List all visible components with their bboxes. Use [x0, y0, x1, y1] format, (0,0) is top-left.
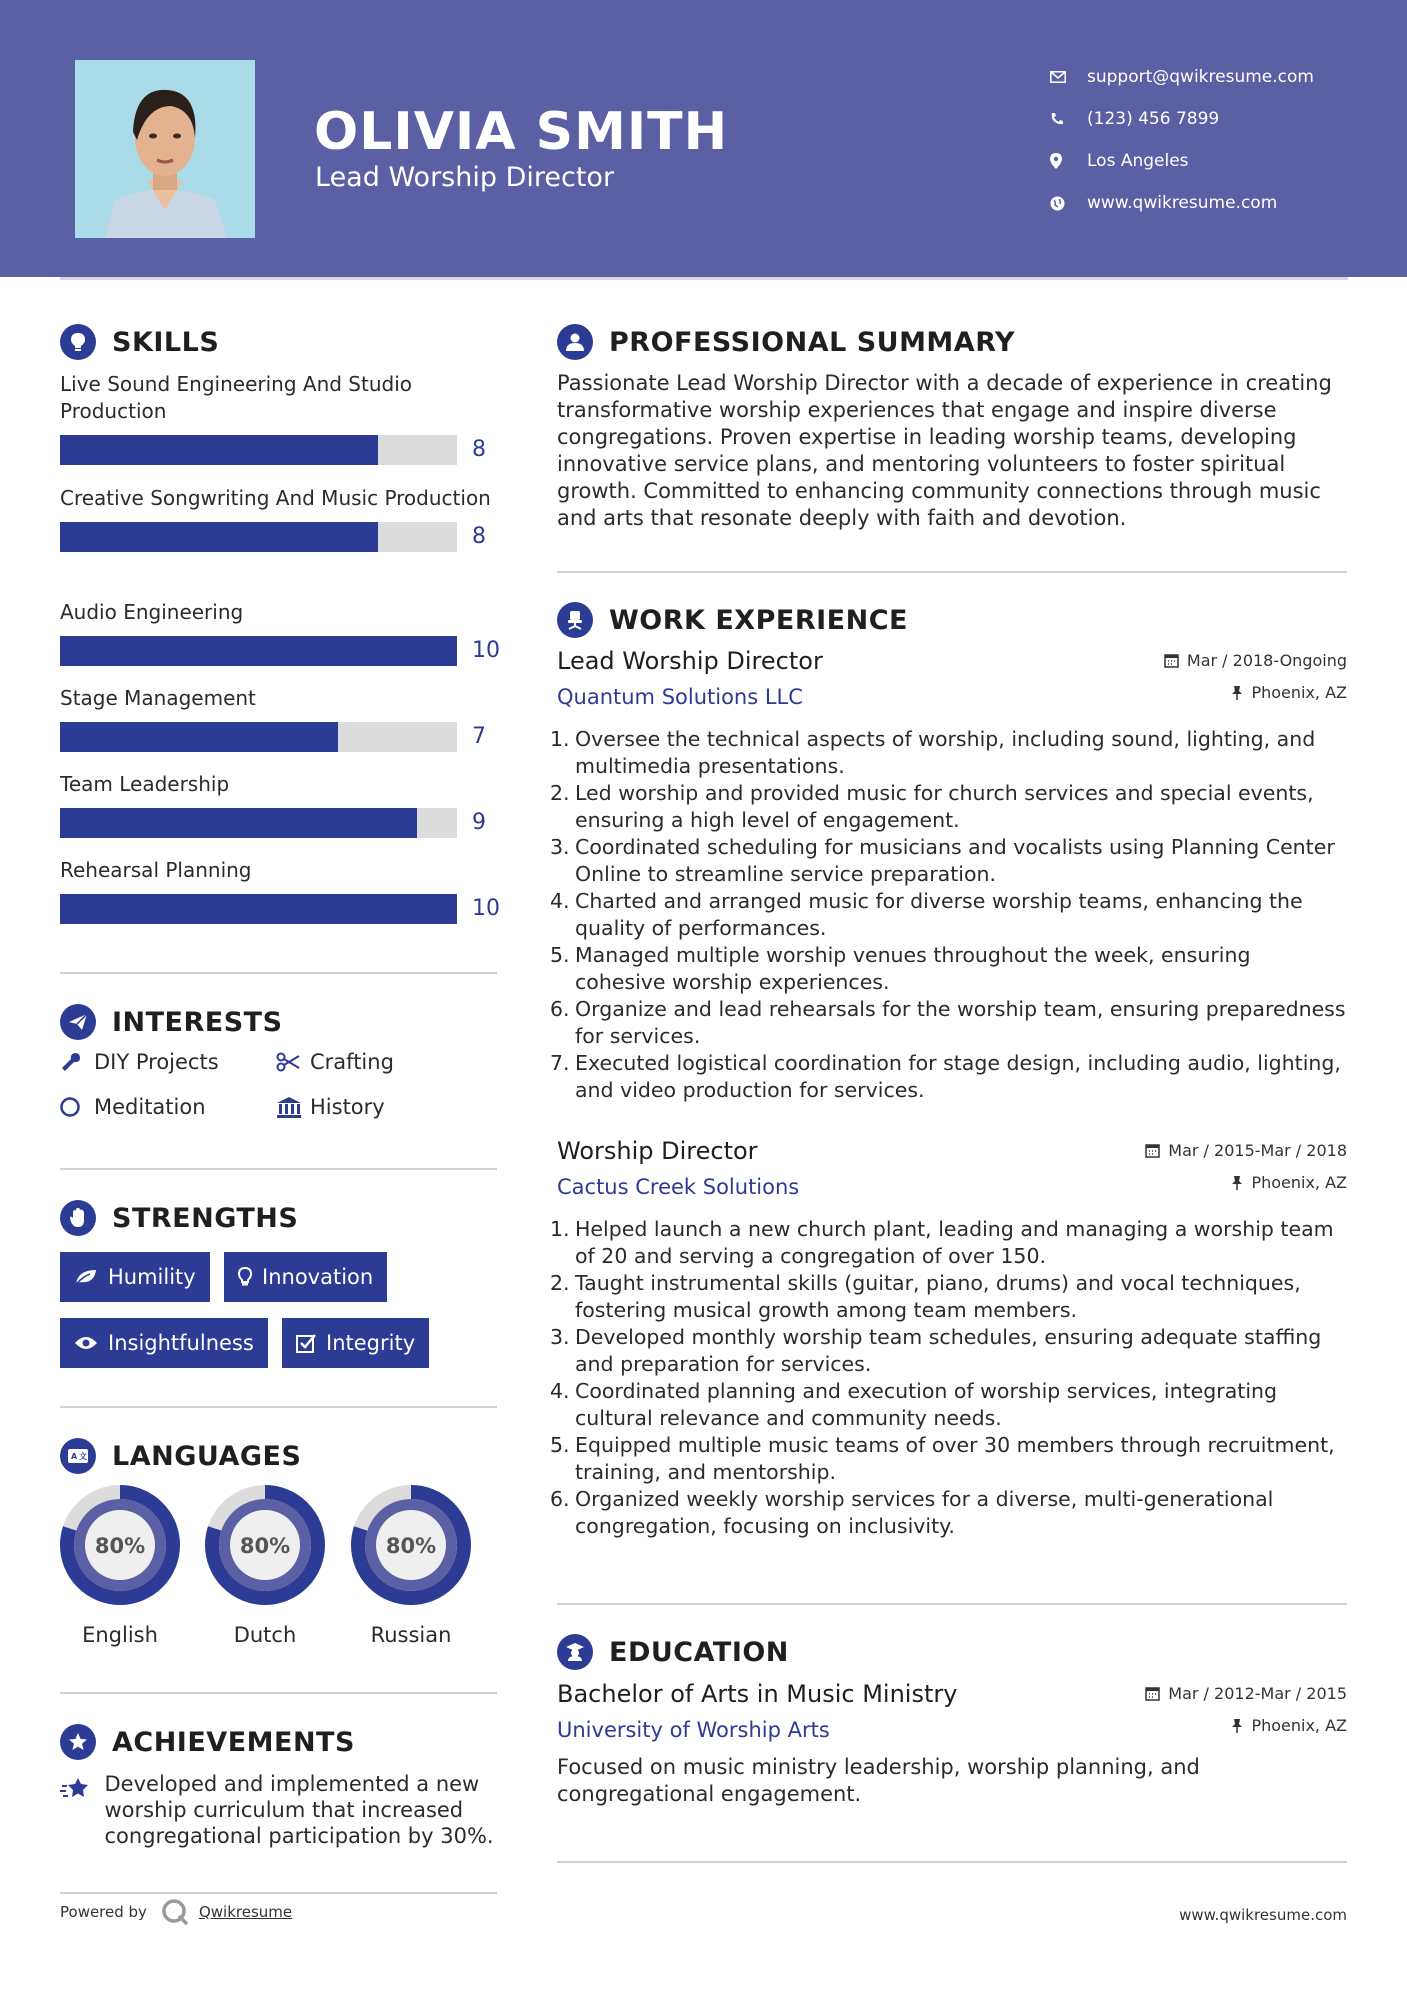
map-pin-icon: [1050, 153, 1087, 169]
strength-tag: Humility: [60, 1252, 210, 1302]
check-square-icon: [296, 1333, 316, 1353]
skill-value: 8: [472, 437, 486, 462]
eye-icon: [74, 1335, 98, 1351]
job-company: Cactus Creek Solutions: [557, 1175, 800, 1199]
skill-item: [60, 599, 500, 666]
footer-website[interactable]: www.qwikresume.com: [1179, 1906, 1347, 1924]
language-item: [58, 1483, 182, 1647]
paper-plane-icon: [60, 1004, 96, 1040]
skill-item: [60, 371, 500, 465]
star-badge-icon: [60, 1724, 96, 1760]
skill-bar: [60, 435, 500, 465]
skill-bar-fill: [60, 522, 378, 552]
list-item: Executed logistical coordination for stage design, including audio, lighting, and video production for services.: [575, 1051, 1341, 1102]
footer-powered-by: Powered by Qwikresume: [60, 1898, 292, 1926]
calendar-icon: [1145, 1686, 1160, 1701]
candidate-name: OLIVIA SMITH: [314, 102, 729, 162]
skill-name: Rehearsal Planning: [60, 858, 252, 882]
skill-bar: [60, 808, 500, 838]
language-item: [349, 1483, 473, 1647]
list-item: Charted and arranged music for diverse worship teams, enhancing the quality of performances.: [575, 889, 1303, 940]
language-percent: 80%: [385, 1534, 437, 1558]
contact-block: [1050, 56, 1314, 224]
summary-text: Passionate Lead Worship Director with a decade of experience in creating transformative worship experiences that engage and inspire diverse congregations. Proven expertise in leading worship teams, developing innovative service plans, and mentoring volunteers to foster spiritual growth. Committed to enhancing community connections through music and arts that resonate deeply with faith and devotion.: [557, 371, 1332, 530]
section-divider: [557, 1603, 1347, 1605]
language-ring: [58, 1483, 182, 1607]
list-item: Managed multiple worship venues throughout the week, ensuring cohesive worship experiences.: [575, 943, 1251, 994]
job-date: Mar / 2018-Ongoing: [1164, 651, 1347, 670]
language-percent: 80%: [239, 1534, 291, 1558]
section-divider: [60, 1892, 497, 1894]
education-heading: EDUCATION: [557, 1634, 789, 1670]
language-item: [203, 1483, 327, 1647]
skill-value: 10: [472, 896, 500, 921]
skill-item: [60, 771, 500, 838]
header-divider: [60, 277, 1348, 280]
achievements-heading: ACHIEVEMENTS: [60, 1724, 355, 1760]
section-divider: [60, 972, 497, 974]
job-title: Worship Director: [557, 1137, 758, 1165]
skill-name: Creative Songwriting And Music Production: [60, 486, 491, 510]
job-entry: [557, 647, 1347, 1104]
interest-item: History: [276, 1095, 385, 1119]
job-location: Phoenix, AZ: [1231, 1173, 1347, 1192]
hand-icon: [60, 1200, 96, 1236]
resume-header: [0, 0, 1407, 277]
list-item: Developed monthly worship team schedules, ensuring adequate staffing and preparation for services.: [575, 1325, 1322, 1376]
skill-bar-fill: [60, 808, 417, 838]
skill-bar: [60, 522, 500, 552]
wrench-icon: [60, 1051, 94, 1073]
pushpin-icon: [1231, 685, 1243, 700]
skill-value: 10: [472, 638, 500, 663]
museum-icon: [276, 1096, 310, 1118]
language-name: Dutch: [233, 1623, 297, 1647]
contact-website[interactable]: www.qwikresume.com: [1050, 182, 1314, 224]
job-entry: [557, 1137, 1347, 1540]
skill-name: Team Leadership: [60, 772, 230, 796]
profile-photo: [75, 60, 255, 238]
skill-bar-fill: [60, 722, 338, 752]
pushpin-icon: [1231, 1175, 1243, 1190]
job-location: Phoenix, AZ: [1231, 683, 1347, 702]
list-item: Oversee the technical aspects of worship, including sound, lighting, and multimedia presentations.: [575, 727, 1316, 778]
section-divider: [557, 571, 1347, 573]
job-bullets: [557, 726, 1347, 1104]
skill-item: [60, 857, 500, 924]
qwikresume-logo-icon: [161, 1898, 189, 1926]
skill-item: [60, 685, 500, 752]
scissors-icon: [276, 1052, 310, 1072]
section-divider: [557, 1861, 1347, 1863]
list-item: Coordinated planning and execution of worship services, integrating cultural relevance and community needs.: [575, 1379, 1278, 1430]
skill-value: 9: [472, 810, 486, 835]
list-item: Equipped multiple music teams of over 30 members through recruitment, training, and mentorship.: [575, 1433, 1335, 1484]
user-icon: [557, 324, 593, 360]
language-name: Russian: [370, 1623, 452, 1647]
section-divider: [60, 1692, 497, 1694]
contact-location: Los Angeles: [1050, 140, 1314, 182]
section-divider: [60, 1168, 497, 1170]
leaf-icon: [74, 1268, 98, 1286]
language-ring: [349, 1483, 473, 1607]
skill-bar-fill: [60, 894, 457, 924]
candidate-title: Lead Worship Director: [315, 162, 615, 193]
skill-name: Audio Engineering: [60, 600, 244, 624]
list-item: Taught instrumental skills (guitar, piano, drums) and vocal techniques, fostering musical growth among team members.: [575, 1271, 1301, 1322]
contact-phone[interactable]: (123) 456 7899: [1050, 98, 1314, 140]
contact-email[interactable]: support@qwikresume.com: [1050, 56, 1314, 98]
phone-icon: [1050, 112, 1087, 126]
skill-name: Live Sound Engineering And Studio Production: [60, 372, 413, 423]
job-bullets: [557, 1216, 1347, 1540]
strengths-heading: STRENGTHS: [60, 1200, 298, 1236]
skill-name: Stage Management: [60, 686, 256, 710]
skill-item: [60, 485, 500, 552]
language-name: English: [82, 1623, 158, 1647]
achievement-item: [60, 1771, 500, 1849]
calendar-icon: [1145, 1143, 1160, 1158]
office-chair-icon: [557, 602, 593, 638]
education-degree: Bachelor of Arts in Music Ministry: [557, 1680, 958, 1708]
education-entry: [557, 1680, 1347, 1808]
stars-icon: [60, 1771, 105, 1849]
languages-heading: A 文 LANGUAGES: [60, 1438, 301, 1474]
education-description: Focused on music ministry leadership, worship planning, and congregational engagement.: [557, 1755, 1200, 1806]
list-item: Organized weekly worship services for a diverse, multi-generational congregation, focusing on inclusivity.: [575, 1487, 1274, 1538]
interest-item: DIY Projects: [60, 1050, 219, 1074]
list-item: Led worship and provided music for church services and special events, ensuring a high level of engagement.: [575, 781, 1314, 832]
strength-tag: Insightfulness: [60, 1318, 268, 1368]
circle-icon: [60, 1096, 94, 1118]
list-item: Helped launch a new church plant, leading and managing a worship team of 20 and serving a congregation of over 150.: [575, 1217, 1334, 1268]
language-ring: [203, 1483, 327, 1607]
list-item: Organize and lead rehearsals for the worship team, ensuring preparedness for services.: [575, 997, 1346, 1048]
globe-icon: [1050, 196, 1087, 211]
skill-bar: [60, 636, 500, 666]
svg-text:文: 文: [79, 1452, 87, 1461]
pushpin-icon: [1231, 1718, 1243, 1733]
skill-bar-fill: [60, 435, 378, 465]
skill-bar-fill: [60, 636, 457, 666]
skill-value: 7: [472, 724, 486, 749]
skill-bar: [60, 894, 500, 924]
envelope-icon: [1050, 71, 1087, 83]
education-school: University of Worship Arts: [557, 1718, 830, 1742]
education-date: Mar / 2012-Mar / 2015: [1145, 1684, 1347, 1703]
strength-tag: Innovation: [224, 1252, 387, 1302]
lightbulb-icon: [238, 1267, 252, 1287]
job-date: Mar / 2015-Mar / 2018: [1145, 1141, 1347, 1160]
section-divider: [60, 1406, 497, 1408]
graduate-icon: [557, 1634, 593, 1670]
lightbulb-icon: [60, 324, 96, 360]
interest-item: Crafting: [276, 1050, 394, 1074]
skill-bar: [60, 722, 500, 752]
achievement-text: Developed and implemented a new worship curriculum that increased congregational participation by 30%.: [104, 1772, 494, 1848]
job-company: Quantum Solutions LLC: [557, 685, 803, 709]
strength-tag: Integrity: [282, 1318, 429, 1368]
qwikresume-link[interactable]: Qwikresume: [198, 1903, 293, 1921]
language-percent: 80%: [94, 1534, 146, 1558]
list-item: Coordinated scheduling for musicians and vocalists using Planning Center Online to streamline service preparation.: [575, 835, 1335, 886]
skills-heading: SKILLS: [60, 324, 219, 360]
summary-heading: PROFESSIONAL SUMMARY: [557, 324, 1015, 360]
education-location: Phoenix, AZ: [1231, 1716, 1347, 1735]
calendar-icon: [1164, 653, 1179, 668]
interest-item: Meditation: [60, 1095, 206, 1119]
svg-text:A: A: [71, 1452, 78, 1461]
language-icon: [60, 1438, 96, 1474]
interests-heading: INTERESTS: [60, 1004, 283, 1040]
skill-value: 8: [472, 524, 486, 549]
experience-heading: WORK EXPERIENCE: [557, 602, 908, 638]
job-title: Lead Worship Director: [557, 647, 823, 675]
